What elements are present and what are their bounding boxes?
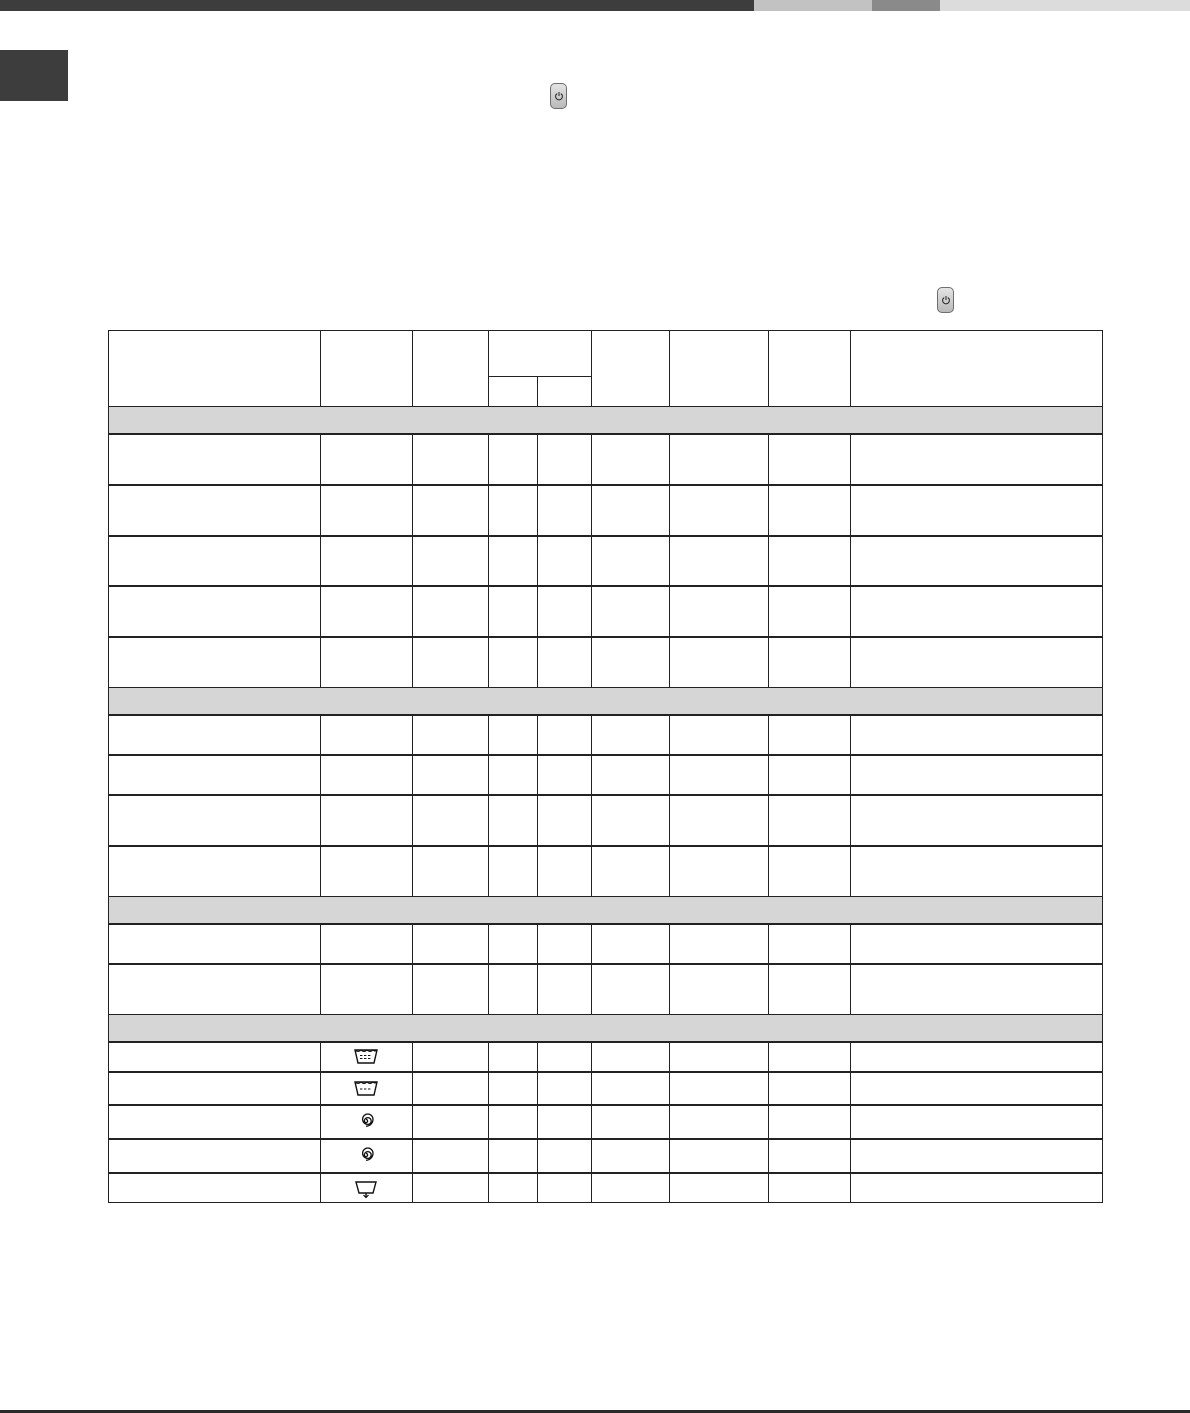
spin-icon xyxy=(351,1143,381,1167)
rinse-wash-icon xyxy=(351,1076,381,1100)
drain-icon xyxy=(351,1176,381,1200)
rinse-wash-icon xyxy=(351,1044,381,1068)
table-frame xyxy=(108,330,1103,1203)
spin-icon xyxy=(351,1109,381,1133)
